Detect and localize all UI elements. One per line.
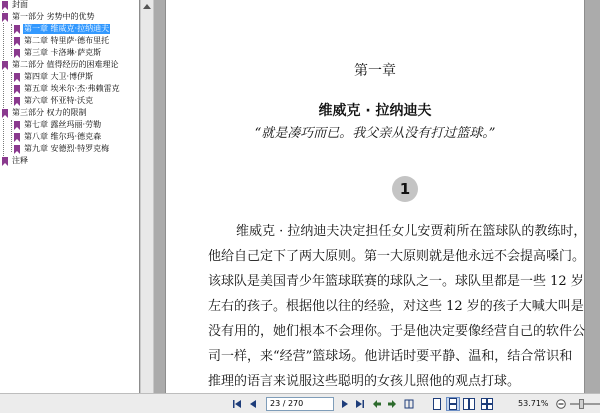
paragraph-line: 他给自己定下了两大原则。第一大原则就是他永远不会提高嗓门。 (208, 249, 586, 264)
bookmark-icon (14, 49, 20, 58)
bookmark-icon (14, 73, 20, 82)
bookmark-icon (14, 133, 20, 142)
bookmark-label: 第六章 怀亚特·沃克 (24, 96, 94, 105)
paragraph-line: 司一样，来“经营”篮球场。他讲话时要平静、温和，结合常识和 (208, 349, 573, 364)
last-page-button[interactable] (353, 397, 367, 411)
bookmark-icon (14, 37, 20, 46)
forward-arrow-icon (387, 399, 397, 409)
bookmark-label: 第四章 大卫·博伊斯 (24, 72, 94, 81)
bookmark-icon (14, 85, 20, 94)
bookmark-icon (2, 61, 8, 70)
bookmark-label: 第一章 维威克·拉纳迪夫 (24, 24, 110, 33)
single-page-icon (432, 398, 442, 410)
bookmark-label: 第二章 特里萨·德布里托 (24, 36, 110, 45)
prev-page-button[interactable] (246, 397, 260, 411)
two-page-continuous-icon (481, 398, 493, 410)
continuous-page-icon (448, 398, 458, 410)
section-number-badge: 1 (392, 176, 418, 202)
paragraph-line: 没有用的，她们根本不会理你。于是他决定要像经营自己的软件公 (208, 324, 586, 339)
bookmark-label: 第三部分 权力的限制 (12, 108, 87, 117)
prev-page-icon (248, 399, 258, 409)
paragraph-line: 该球队是美国青少年篮球联赛的球队之一。球队里都是一些 12 岁 (208, 274, 584, 289)
document-viewport[interactable] (155, 0, 600, 393)
bookmark-label: 第九章 安德烈·特罗克梅 (24, 144, 110, 153)
first-page-icon (232, 399, 242, 409)
chapter-quote: “就是凑巧而已。我父亲从没有打过篮球。” (254, 126, 496, 141)
page-layout-button[interactable] (402, 397, 416, 411)
bookmark-label: 注释 (12, 156, 28, 165)
next-page-button[interactable] (338, 397, 352, 411)
bookmarks-panel (0, 0, 140, 413)
forward-view-button[interactable] (385, 397, 399, 411)
bookmark-icon (14, 121, 20, 130)
bookmark-label: 第八章 维尔玛·德克森 (24, 132, 102, 141)
paragraph-line: 推理的语言来说服这些聪明的女孩儿照他的观点打球。 (208, 374, 521, 389)
tree-connector (11, 72, 12, 104)
sidebar-scrollbar[interactable] (140, 0, 154, 413)
tree-connector (3, 4, 4, 166)
zoom-slider-thumb[interactable] (579, 399, 584, 409)
chapter-title: 维威克 · 拉纳迪夫 (318, 103, 432, 119)
zoom-value[interactable]: 53.71% (518, 399, 549, 408)
two-page-button[interactable] (462, 397, 476, 411)
last-page-icon (355, 399, 365, 409)
bottom-toolbar (0, 393, 600, 413)
paragraph-line: 左右的孩子。根据他以往的经验，对这些 12 岁的孩子大喊大叫是 (208, 299, 584, 314)
bookmark-icon (14, 25, 20, 34)
paragraph-line: 维威克 · 拉纳迪夫决定担任女儿安贾莉所在篮球队的教练时， (236, 224, 587, 239)
bookmark-icon (2, 1, 8, 10)
bookmark-icon (2, 109, 8, 118)
bookmark-label: 第一部分 劣势中的优势 (12, 12, 95, 21)
tree-connector (11, 24, 12, 56)
zoom-out-button[interactable] (554, 397, 568, 411)
scroll-up-icon[interactable] (143, 4, 151, 9)
bookmark-icon (14, 97, 20, 106)
zoom-slider-track[interactable] (570, 403, 600, 405)
two-page-continuous-button[interactable] (480, 397, 494, 411)
bookmark-label: 封面 (12, 0, 28, 9)
bookmark-label: 第五章 埃米尔·杰·弗赖雷克 (24, 84, 120, 93)
bookmark-label: 第二部分 值得经历的困难理论 (12, 60, 119, 69)
two-page-icon (463, 398, 475, 410)
document-page (165, 0, 585, 393)
bookmark-label: 第七章 露丝玛丽·劳勒 (24, 120, 102, 129)
zoom-out-icon (556, 399, 566, 409)
bookmark-icon (2, 13, 8, 22)
page-layout-icon (404, 399, 414, 409)
chapter-label: 第一章 (354, 63, 396, 79)
bookmark-icon (2, 157, 8, 166)
first-page-button[interactable] (230, 397, 244, 411)
bookmark-icon (14, 145, 20, 154)
tree-connector (11, 120, 12, 152)
back-arrow-icon (372, 399, 382, 409)
bookmark-label: 第三章 卡洛琳·萨克斯 (24, 48, 102, 57)
page-number-input[interactable]: 23 / 270 (266, 397, 334, 411)
next-page-icon (340, 399, 350, 409)
single-page-button[interactable] (446, 397, 460, 411)
fit-page-button[interactable] (430, 397, 444, 411)
back-view-button[interactable] (370, 397, 384, 411)
